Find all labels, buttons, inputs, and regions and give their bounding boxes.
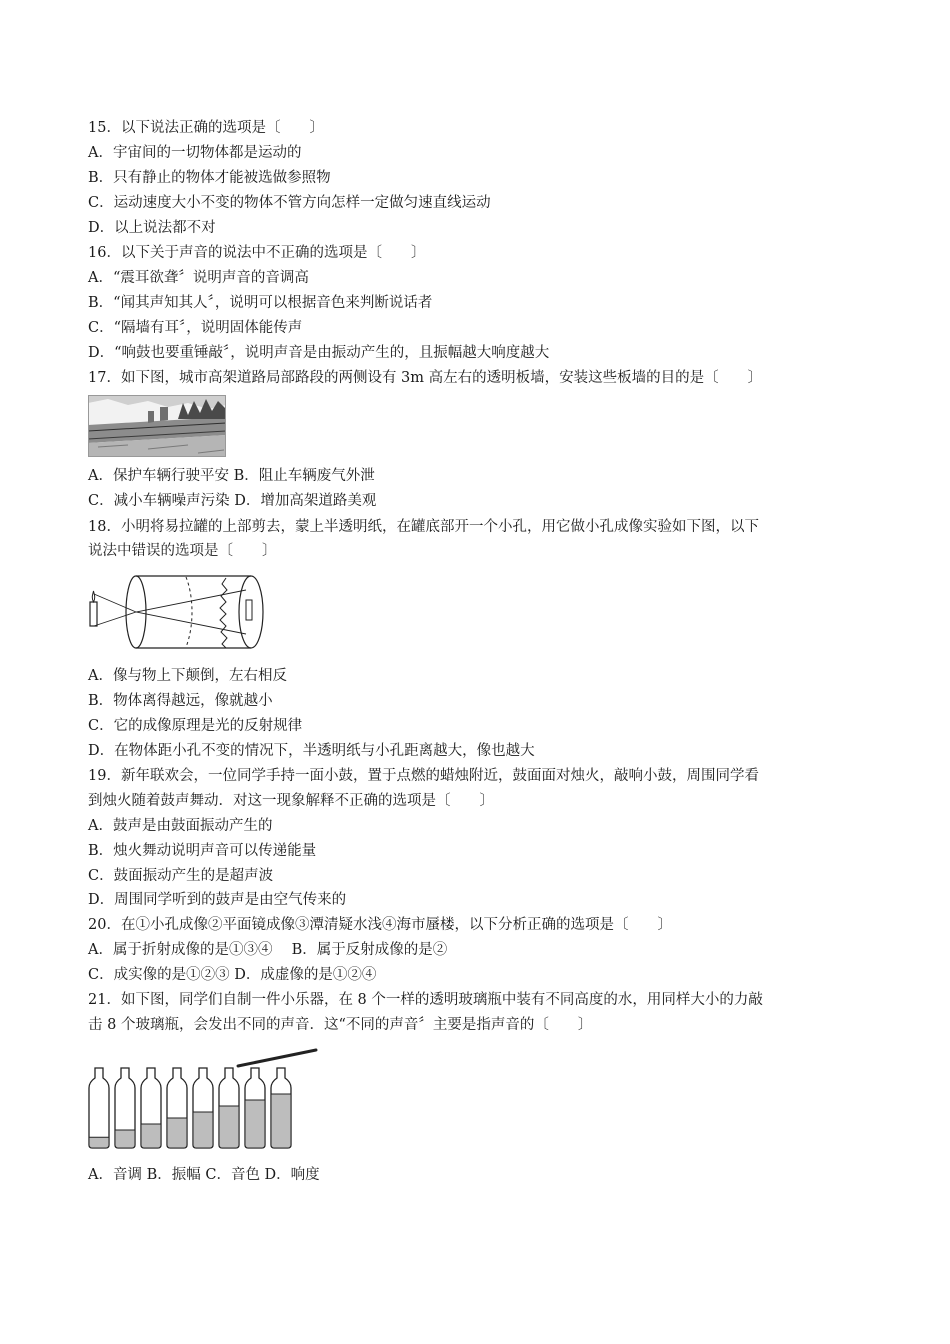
q17-highway-photo xyxy=(88,395,226,457)
q16-option-b: B．“闻其声知其人〞，说明可以根据音色来判断说话者 xyxy=(88,295,433,311)
q18-stem-line1: 18．小明将易拉罐的上部剪去，蒙上半透明纸，在罐底部开一个小孔，用它做小孔成像实验如下图，以下 xyxy=(88,519,759,535)
q15-option-d: D．以上说法都不对 xyxy=(88,220,216,236)
bottle-water xyxy=(168,1118,186,1147)
q16-option-a: A．“震耳欲聋〞说明声音的音调高 xyxy=(88,270,309,286)
q15-option-b: B．只有静止的物体才能被选做参照物 xyxy=(88,170,331,186)
bottle-water xyxy=(272,1094,290,1147)
q18-option-a: A．像与物上下颠倒，左右相反 xyxy=(88,668,287,684)
glass-bottle xyxy=(89,1068,109,1148)
q19-option-d: D．周围同学听到的鼓声是由空气传来的 xyxy=(88,892,347,908)
bottle-water xyxy=(116,1130,134,1147)
bottle-water xyxy=(194,1112,212,1147)
bottle-water xyxy=(90,1137,108,1147)
glass-bottle xyxy=(167,1068,187,1148)
q18-option-d: D．在物体距小孔不变的情况下，半透明纸与小孔距离越大，像也越大 xyxy=(88,743,535,759)
q21-options: A．音调 B．振幅 C．音色 D．响度 xyxy=(88,1167,320,1183)
bottle-water xyxy=(246,1100,264,1147)
glass-bottle xyxy=(115,1068,135,1148)
q16-stem: 16．以下关于声音的说法中不正确的选项是〔 〕 xyxy=(88,245,426,261)
glass-bottle xyxy=(193,1068,213,1148)
q19-stem-line1: 19．新年联欢会，一位同学手持一面小鼓，置于点燃的蜡烛附近，鼓面面对烛火，敲响小鼓，周围同学看 xyxy=(88,768,759,784)
q20-stem: 20．在①小孔成像②平面镜成像③潭清疑水浅④海市蜃楼，以下分析正确的选项是〔 〕 xyxy=(88,917,672,933)
q19-stem-line2: 到烛火随着鼓声舞动．对这一现象解释不正确的选项是〔 〕 xyxy=(88,793,494,809)
glass-bottle xyxy=(271,1068,291,1148)
q15-stem: 15．以下说法正确的选项是〔 〕 xyxy=(88,120,324,136)
glass-bottle xyxy=(219,1068,239,1148)
q20-options-cd: C．成实像的是①②③ D．成虚像的是①②④ xyxy=(88,967,377,983)
bottle-water xyxy=(220,1106,238,1147)
q18-option-b: B．物体离得越远，像就越小 xyxy=(88,693,273,709)
q19-option-c: C．鼓面振动产生的是超声波 xyxy=(88,868,274,884)
q16-option-d: D．“响鼓也要重锤敲〞，说明声音是由振动产生的，且振幅越大响度越大 xyxy=(88,345,550,361)
bottle-water xyxy=(142,1124,160,1147)
q17-stem: 17．如下图，城市高架道路局部路段的两侧设有 3m 高左右的透明板墙，安装这些板墙的目的是〔 〕 xyxy=(88,370,763,386)
q17-options-ab: A．保护车辆行驶平安 B．阻止车辆废气外泄 xyxy=(88,468,375,484)
q21-bottles-diagram xyxy=(86,1044,318,1152)
q18-pinhole-camera-diagram xyxy=(86,572,266,652)
glass-bottle xyxy=(245,1068,265,1148)
q18-option-c: C．它的成像原理是光的反射规律 xyxy=(88,718,303,734)
q20-options-ab: A．属于折射成像的是①③④ B．属于反射成像的是② xyxy=(88,942,448,958)
q21-stem-line2: 击 8 个玻璃瓶，会发出不同的声音．这“不同的声音〞主要是指声音的〔 〕 xyxy=(88,1017,593,1033)
q15-option-c: C．运动速度大小不变的物体不管方向怎样一定做匀速直线运动 xyxy=(88,195,491,211)
q18-stem-line2: 说法中错误的选项是〔 〕 xyxy=(88,543,277,559)
q15-option-a: A．宇宙间的一切物体都是运动的 xyxy=(88,145,302,161)
q19-option-b: B．烛火舞动说明声音可以传递能量 xyxy=(88,843,317,859)
striking-stick xyxy=(238,1050,316,1066)
glass-bottle xyxy=(141,1068,161,1148)
q19-option-a: A．鼓声是由鼓面振动产生的 xyxy=(88,818,273,834)
q16-option-c: C．“隔墙有耳〞，说明固体能传声 xyxy=(88,320,303,336)
bottle-outline xyxy=(89,1068,109,1148)
q21-stem-line1: 21．如下图，同学们自制一件小乐器，在 8 个一样的透明玻璃瓶中装有不同高度的水，用同样大小的力敲 xyxy=(88,992,763,1008)
q17-options-cd: C．减小车辆噪声污染 D．增加高架道路美观 xyxy=(88,493,377,509)
